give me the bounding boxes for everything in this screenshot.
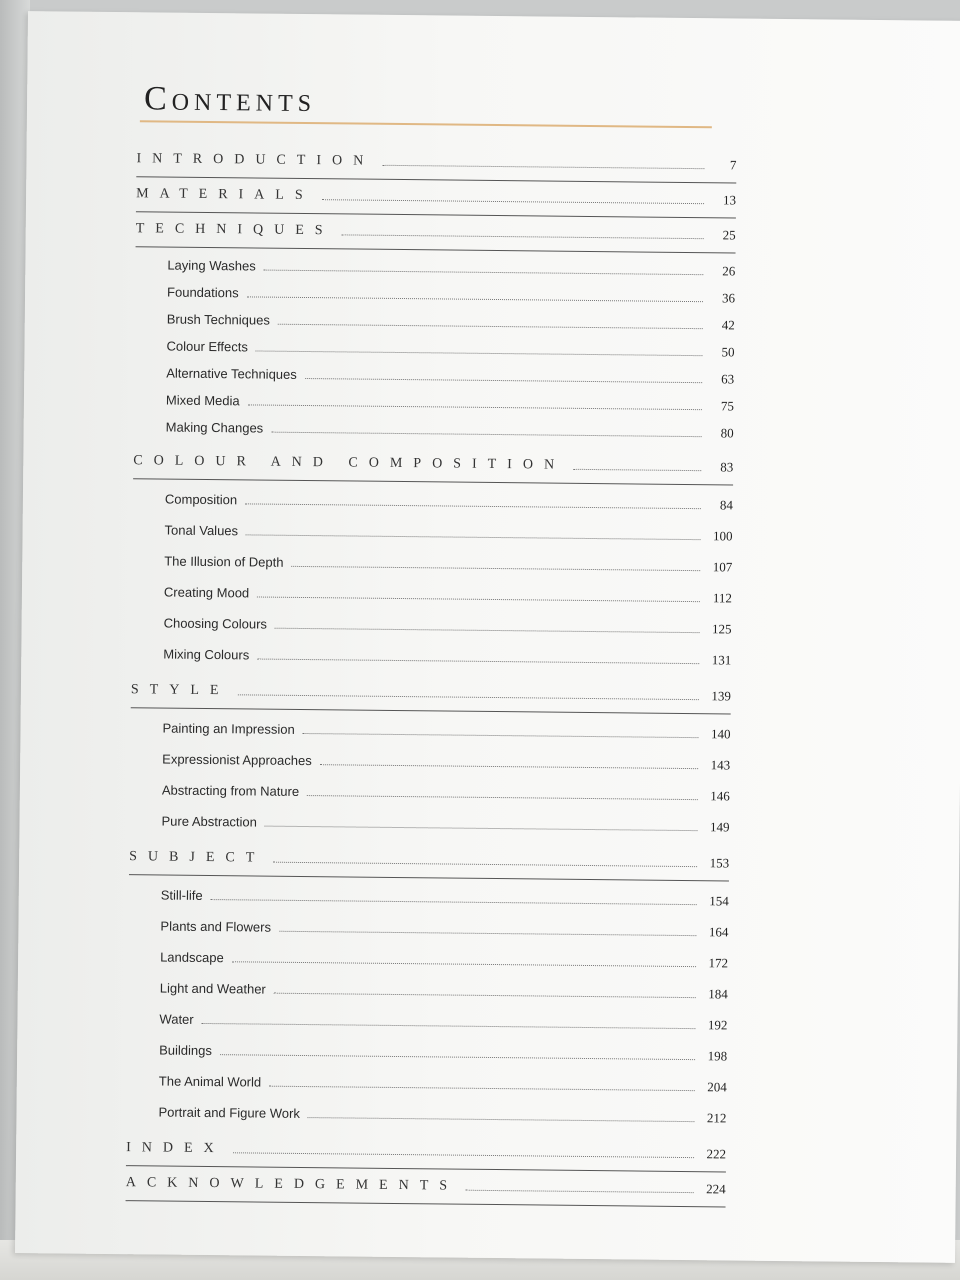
entry-title: Composition	[164, 491, 238, 508]
entry-title: Plants and Flowers	[160, 918, 272, 935]
entry-title: Pure Abstraction	[161, 813, 258, 830]
page-number: 26	[722, 262, 736, 278]
page-number: 154	[709, 892, 729, 908]
dot-leader	[342, 233, 704, 239]
entry-title: Portrait and Figure Work	[158, 1104, 300, 1121]
dot-leader	[271, 430, 701, 437]
dot-leader	[232, 960, 696, 967]
entry-title: Choosing Colours	[163, 615, 268, 632]
page-number: 146	[710, 787, 730, 803]
dot-leader	[237, 693, 698, 700]
dot-leader	[466, 1189, 694, 1193]
page-number: 204	[707, 1078, 727, 1094]
dot-leader	[279, 929, 696, 935]
entry-title: Mixed Media	[165, 392, 240, 409]
dot-leader	[275, 626, 700, 632]
dot-leader	[202, 1021, 696, 1028]
dot-leader	[220, 1053, 695, 1060]
page-number: 107	[712, 558, 733, 574]
dot-leader	[269, 1084, 695, 1090]
dot-leader	[247, 295, 703, 302]
section-title: TECHNIQUES	[135, 221, 334, 239]
entry-title: Making Changes	[165, 419, 264, 436]
entry-title: Water	[159, 1011, 194, 1027]
page-number: 83	[720, 459, 734, 475]
page-number: 112	[712, 589, 733, 605]
page-number: 192	[707, 1016, 728, 1032]
section-title: COLOUR AND COMPOSITION	[133, 453, 566, 473]
page-number: 222	[706, 1146, 727, 1162]
entry-title: Colour Effects	[166, 338, 249, 355]
page-number: 198	[707, 1047, 728, 1063]
dot-leader	[257, 595, 700, 602]
dot-leader	[257, 657, 699, 664]
toc-section-row[interactable]	[129, 840, 729, 881]
page-number: 75	[720, 397, 735, 413]
toc-section-row[interactable]	[131, 673, 731, 714]
dot-leader	[273, 861, 697, 867]
entry-title: Expressionist Approaches	[162, 751, 312, 769]
page-number: 149	[709, 818, 730, 834]
page-number: 100	[712, 527, 733, 543]
table-of-contents	[126, 142, 737, 1207]
dot-leader	[278, 322, 703, 328]
toc-section-row[interactable]	[136, 212, 736, 253]
dot-leader	[308, 1116, 695, 1122]
page-number: 7	[729, 157, 737, 173]
dot-leader	[303, 731, 699, 737]
toc-section-row[interactable]	[126, 1166, 726, 1207]
dot-leader	[265, 824, 698, 831]
page-number: 36	[721, 289, 736, 305]
entry-title: Creating Mood	[163, 584, 250, 601]
section-title: MATERIALS	[136, 186, 314, 204]
entry-title: Tonal Values	[164, 522, 239, 539]
page-number: 172	[708, 954, 729, 970]
page-number: 13	[723, 192, 737, 208]
page-number: 140	[710, 725, 731, 741]
toc-entry-row[interactable]	[126, 1096, 726, 1133]
entry-title: Alternative Techniques	[166, 365, 297, 382]
dot-leader	[211, 898, 697, 905]
dot-leader	[307, 794, 698, 800]
toc-section-row[interactable]	[133, 444, 733, 485]
entry-title: Foundations	[167, 284, 239, 301]
entry-title: Abstracting from Nature	[161, 782, 300, 799]
page-number: 184	[708, 985, 728, 1001]
dot-leader	[274, 991, 696, 997]
entry-title: Mixing Colours	[163, 646, 250, 663]
page-number: 131	[711, 651, 732, 667]
entry-title: Brush Techniques	[166, 311, 270, 328]
dot-leader	[246, 533, 701, 540]
entry-title: The Animal World	[158, 1073, 262, 1090]
section-title: SUBJECT	[129, 849, 266, 866]
toc-entry-row[interactable]	[131, 638, 731, 675]
page-number: 212	[706, 1109, 727, 1125]
dot-leader	[233, 1151, 694, 1158]
dot-leader	[245, 502, 701, 509]
page-number: 84	[719, 496, 733, 512]
entry-title: Painting an Impression	[162, 720, 295, 737]
dot-leader	[248, 403, 702, 410]
page-number: 143	[710, 756, 731, 772]
page-number: 80	[720, 424, 734, 440]
book-page	[15, 11, 960, 1263]
page-number: 63	[721, 370, 735, 386]
section-title: ACKNOWLEDGEMENTS	[125, 1175, 459, 1194]
dot-leader	[573, 468, 701, 471]
section-title: INDEX	[126, 1140, 225, 1157]
section-title: STYLE	[130, 682, 230, 699]
dot-leader	[305, 376, 702, 382]
entry-title: Buildings	[159, 1042, 212, 1059]
page-number: 25	[722, 227, 736, 243]
page-number: 42	[721, 316, 735, 332]
entry-title: Landscape	[160, 949, 224, 966]
dot-leader	[322, 198, 704, 204]
entry-title: Laying Washes	[167, 257, 256, 274]
dot-leader	[264, 268, 704, 275]
dot-leader	[291, 564, 700, 570]
dot-leader	[382, 164, 704, 169]
toc-entry-row[interactable]	[129, 805, 729, 842]
title-rule	[140, 120, 712, 128]
section-title: INTRODUCTION	[136, 151, 375, 169]
page-number: 50	[721, 343, 735, 359]
page-number: 153	[709, 855, 730, 871]
entry-title: Still-life	[160, 887, 203, 903]
entry-title: The Illusion of Depth	[164, 553, 284, 570]
page-number: 224	[706, 1181, 726, 1197]
dot-leader	[320, 763, 698, 769]
page-number: 125	[712, 620, 732, 636]
entry-title: Light and Weather	[159, 980, 266, 997]
page-title: Contents	[143, 80, 317, 120]
page-number: 139	[711, 688, 731, 704]
dot-leader	[256, 349, 703, 356]
page-number: 164	[708, 923, 729, 939]
